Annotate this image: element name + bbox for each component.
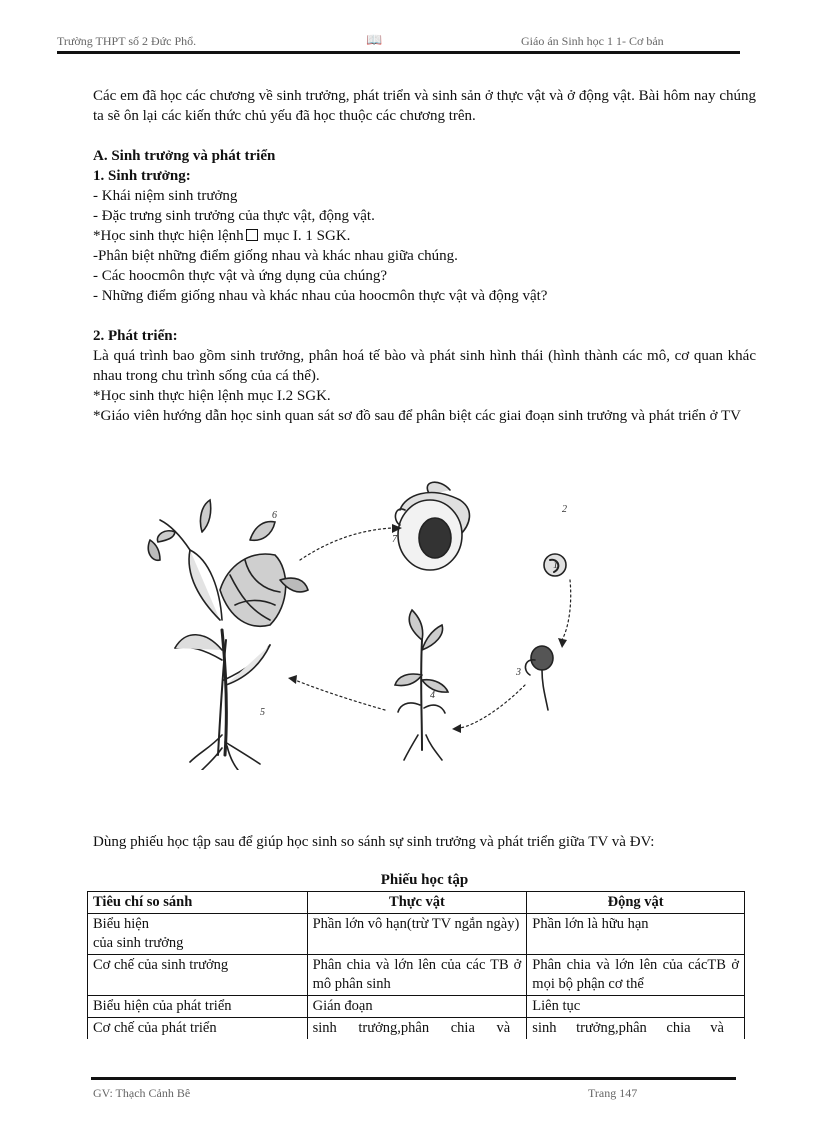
checkbox-square-icon	[246, 229, 258, 241]
footer-page-number: Trang 147	[588, 1086, 638, 1100]
footer-rule	[91, 1077, 736, 1080]
growth-command-line	[93, 226, 756, 246]
growth-line: - Khái niệm sinh trưởng	[93, 188, 238, 204]
table-cell: Gián đoạn	[307, 996, 527, 1018]
table-row	[88, 955, 745, 996]
table-header: Tiêu chí so sánh	[88, 892, 308, 914]
table-row	[88, 996, 745, 1018]
mature-plant-illustration	[148, 500, 308, 770]
table-caption: Phiếu học tập	[380, 872, 469, 888]
growth-line: - Những điểm giống nhau và khác nhau của hoocmôn thực vật và động vật?	[93, 288, 548, 304]
main-content	[93, 86, 756, 426]
table-cell: sinh trưởng,phân chia và	[307, 1018, 527, 1040]
table-cell: Liên tục	[527, 996, 745, 1018]
table-header: Thực vật	[307, 892, 527, 914]
table-cell: Biểu hiện của sinh trưởng	[88, 914, 308, 955]
figure-label: 6	[272, 510, 277, 521]
book-icon: 📖	[366, 32, 383, 47]
table-header-row	[88, 892, 745, 914]
growth-line: - Các hoocmôn thực vật và ứng dụng của chúng?	[93, 268, 388, 284]
header-subject: Giáo án Sinh học 1 1- Cơ bản	[521, 34, 664, 48]
table-cell: sinh trưởng,phân chia và	[527, 1018, 745, 1040]
growth-line: - Đặc trưng sinh trưởng của thực vật, động vật.	[93, 208, 375, 224]
table-row	[88, 1018, 745, 1040]
intro-paragraph: Các em đã học các chương về sinh trưởng, phát triển và sinh sản ở thực vật và ở động vật. Bài hôm nay chúng ta sẽ ôn lại các kiến thức chủ yếu đã học thuộc các chương trên.	[93, 88, 756, 124]
table-row	[88, 914, 745, 955]
table-cell: Phân chia và lớn lên của cácTB ở mọi bộ phận cơ thể	[527, 955, 745, 996]
seedling-illustration	[395, 610, 448, 760]
growth-heading: 1. Sinh trưởng:	[93, 168, 191, 184]
growth-line: -Phân biệt những điểm giống nhau và khác nhau giữa chúng.	[93, 248, 458, 264]
figure-label: 2	[562, 504, 567, 515]
development-heading: 2. Phát triển:	[93, 328, 178, 344]
table-cell: Biểu hiện của phát triển	[88, 996, 308, 1018]
table-cell: Phần lớn vô hạn(trừ TV ngắn ngày)	[307, 914, 527, 955]
sprout-illustration	[525, 646, 553, 710]
header-rule	[57, 51, 740, 54]
command-tail: mục I. 1 SGK.	[259, 228, 351, 244]
figure-label: 7	[392, 534, 397, 545]
figure-label: 4	[430, 690, 435, 701]
fruit-seed-illustration	[395, 482, 469, 570]
table-cell: Cơ chế của sinh trưởng	[88, 955, 308, 996]
figure-label: 1	[553, 560, 558, 571]
development-definition: Là quá trình bao gồm sinh trưởng, phân hoá tế bào và phát sinh hình thái (hình thành các mô, cơ quan khác nhau trong chu trình sống của cá thể).	[93, 348, 756, 384]
figure-label: 5	[260, 707, 265, 718]
table-header: Động vật	[527, 892, 745, 914]
worksheet-intro: Dùng phiếu học tập sau để giúp học sinh so sánh sự sinh trưởng và phát triển giữa TV và ĐV:	[93, 834, 655, 850]
table-cell: Cơ chế của phát triển	[88, 1018, 308, 1040]
development-command: *Học sinh thực hiện lệnh mục I.2 SGK.	[93, 388, 331, 404]
command-lead: *Học sinh thực hiện lệnh	[93, 228, 244, 244]
comparison-table	[87, 891, 745, 1039]
section-a-heading: A. Sinh trưởng và phát triển	[93, 148, 276, 164]
header-school: Trường THPT số 2 Đức Phổ.	[57, 34, 197, 48]
development-guide: *Giáo viên hướng dẫn học sinh quan sát sơ đồ sau để phân biệt các giai đoạn sinh trưởng và phát triển ở TV	[93, 408, 741, 424]
plant-life-cycle-diagram	[130, 480, 630, 770]
footer-teacher: GV: Thạch Cảnh Bê	[93, 1086, 191, 1100]
figure-label: 3	[516, 667, 521, 678]
table-cell: Phân chia và lớn lên của các TB ở mô phân sinh	[307, 955, 527, 996]
table-cell: Phần lớn là hữu hạn	[527, 914, 745, 955]
